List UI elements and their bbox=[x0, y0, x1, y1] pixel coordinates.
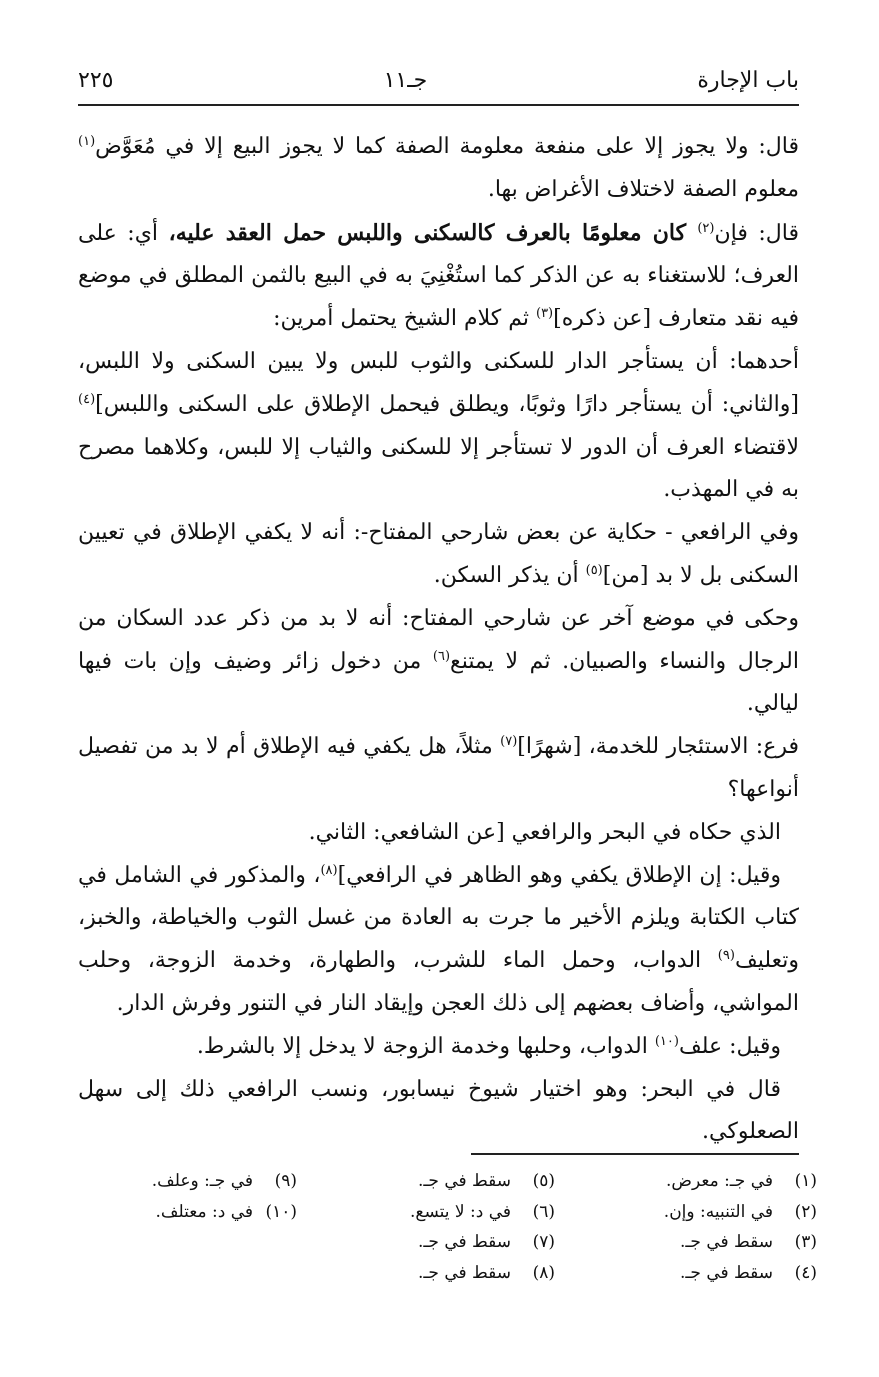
footnote-marker: (١) bbox=[78, 134, 96, 149]
footnote-marker: (٧) bbox=[500, 734, 518, 750]
footnote-number: (٥) bbox=[532, 1171, 555, 1191]
text-run: أي: على العرف؛ للاستغناء به عن الذكر كما استُغْنِيَ به في البيع بالثمن المطلق في موضع فيه نقد متعارف [عن ذكره] bbox=[78, 220, 799, 332]
text-run: لاقتضاء العرف أن الدور لا تستأجر إلا للسكنى والثياب إلا للبس، وكلاهما مصرح به في المهذب. bbox=[78, 434, 799, 503]
text-run: الدواب، وحمل الماء للشرب، والطهارة، وخدمة الزوجة، وحلب المواشي، وأضاف بعضهم إلى ذلك العجن وإيقاد النار في التنور وفرش الدار. bbox=[78, 948, 799, 1016]
footnote-marker: (٥) bbox=[585, 562, 603, 578]
text-run: وفي الرافعي - حكاية عن بعض شارحي المفتاح-: أنه لا يكفي الإطلاق في تعيين السكنى بل لا بد [من] bbox=[78, 520, 799, 588]
footnote-number: (٢) bbox=[794, 1201, 817, 1222]
chapter-title: باب الإجارة bbox=[697, 67, 799, 93]
text-run: قال في البحر: وهو اختيار شيوخ نيسابور، ونسب الرافعي ذلك إلى سهل الصعلوكي. bbox=[78, 1076, 799, 1145]
page-number: ٢٢٥ bbox=[78, 67, 114, 93]
paragraph bbox=[78, 512, 799, 598]
paragraph bbox=[78, 126, 799, 212]
footnote bbox=[617, 1197, 817, 1228]
footnote-marker: (٨) bbox=[320, 862, 338, 878]
header-rule bbox=[78, 104, 799, 106]
paragraph bbox=[78, 598, 799, 726]
bold-text: كان معلومًا بالعرف كالسكنى واللبس حمل العقد عليه، bbox=[168, 219, 698, 246]
text-run: معلوم الصفة لاختلاف الأغراض بها. bbox=[487, 176, 799, 202]
footnote-text: في التنبيه: وإن. bbox=[663, 1201, 773, 1222]
footnote-marker: (٩) bbox=[717, 948, 735, 964]
footnote-text: سقط في جـ. bbox=[418, 1232, 511, 1252]
footnote-text: سقط في جـ. bbox=[680, 1232, 773, 1252]
footnote-text: سقط في جـ. bbox=[680, 1262, 773, 1283]
footnote-column bbox=[355, 1166, 555, 1288]
text-run: وقيل: علف bbox=[678, 1033, 781, 1059]
footnote bbox=[97, 1166, 297, 1197]
footnote bbox=[97, 1197, 297, 1228]
footnote-marker: (٤) bbox=[78, 391, 96, 407]
footnotes bbox=[57, 1166, 817, 1290]
paragraph bbox=[78, 1069, 799, 1155]
text-run: أن يذكر السكن. bbox=[433, 562, 586, 588]
paragraph bbox=[78, 812, 799, 855]
text-run: الدواب، وحلبها وخدمة الزوجة لا يدخل إلا بالشرط. bbox=[196, 1033, 655, 1059]
footnote bbox=[617, 1258, 817, 1289]
text-run: قال: ولا يجوز إلا على منفعة معلومة الصفة كما لا يجوز البيع إلا في مُعَوَّض bbox=[95, 134, 799, 159]
footnote-number: (٩) bbox=[274, 1171, 297, 1191]
paragraph bbox=[78, 726, 799, 812]
footnote bbox=[355, 1197, 555, 1228]
paragraph bbox=[78, 341, 799, 512]
footnote-text: في جـ: وعلف. bbox=[151, 1171, 253, 1191]
text-run: فرع: الاستئجار للخدمة، [شهرًا] bbox=[517, 734, 799, 760]
footnote bbox=[355, 1258, 555, 1289]
footnote-marker: (١٠) bbox=[654, 1033, 679, 1049]
footnote-marker: (٦) bbox=[432, 648, 451, 664]
text-run: الذي حكاه في البحر والرافعي [عن الشافعي: الثاني. bbox=[308, 819, 781, 845]
volume-label: جـ١١ bbox=[383, 67, 428, 93]
paragraph bbox=[78, 1026, 799, 1069]
main-text bbox=[78, 126, 799, 1154]
footnote-number: (٣) bbox=[794, 1232, 817, 1252]
text-run: ثم كلام الشيخ يحتمل أمرين: bbox=[273, 306, 536, 332]
footnote-column bbox=[97, 1166, 297, 1227]
text-run: من دخول زائر وضيف وإن بات فيها ليالي. bbox=[78, 648, 799, 717]
running-header bbox=[78, 62, 799, 98]
paragraph bbox=[78, 212, 799, 341]
paragraph bbox=[78, 855, 799, 1026]
footnote-number: (٤) bbox=[794, 1262, 817, 1283]
text-run: مثلاً، هل يكفي فيه الإطلاق أم لا بد من تفصيل أنواعها؟ bbox=[78, 734, 799, 802]
footnote-number: (٦) bbox=[532, 1201, 555, 1222]
text-run: وحكى في موضع آخر عن شارحي المفتاح: أنه لا بد من ذكر عدد السكان من الرجال والنساء والصبيان. ثم لا يمتنع bbox=[78, 605, 799, 674]
footnote-text: في جـ: معرض. bbox=[666, 1171, 773, 1191]
text-run: ، والمذكور في الشامل في كتاب الكتابة ويلزم الأخير ما جرت به العادة من غسل الثوب والخياطة، والخبز، وتعليف bbox=[78, 862, 799, 974]
footnote bbox=[355, 1227, 555, 1258]
footnote-number: (٨) bbox=[532, 1262, 555, 1283]
footnote-marker: (٢) bbox=[697, 220, 715, 236]
footnote-number: (٧) bbox=[532, 1232, 555, 1252]
footnote-number: (١٠) bbox=[265, 1201, 297, 1222]
text-run: أحدهما: أن يستأجر الدار للسكنى والثوب للبس ولا يبين السكنى ولا اللبس، [والثاني: أن يستأجر دارًا وثوبًا، ويطلق فيحمل الإطلاق على السكنى واللبس] bbox=[78, 348, 799, 417]
text-run: وقيل: إن الإطلاق يكفي وهو الظاهر في الرافعي] bbox=[337, 862, 782, 888]
footnote bbox=[617, 1227, 817, 1258]
footnote-rule bbox=[471, 1153, 799, 1155]
footnote-number: (١) bbox=[794, 1171, 817, 1191]
footnote bbox=[617, 1166, 817, 1197]
text-run: قال: فإن bbox=[714, 220, 799, 246]
footnote bbox=[355, 1166, 555, 1197]
footnote-marker: (٣) bbox=[535, 306, 554, 322]
footnote-text: سقط في جـ. bbox=[418, 1262, 511, 1283]
footnote-text: سقط في جـ. bbox=[418, 1171, 511, 1191]
footnote-text: في د: معتلف. bbox=[155, 1201, 253, 1222]
footnote-text: في د: لا يتسع. bbox=[410, 1201, 511, 1222]
footnote-column bbox=[617, 1166, 817, 1288]
